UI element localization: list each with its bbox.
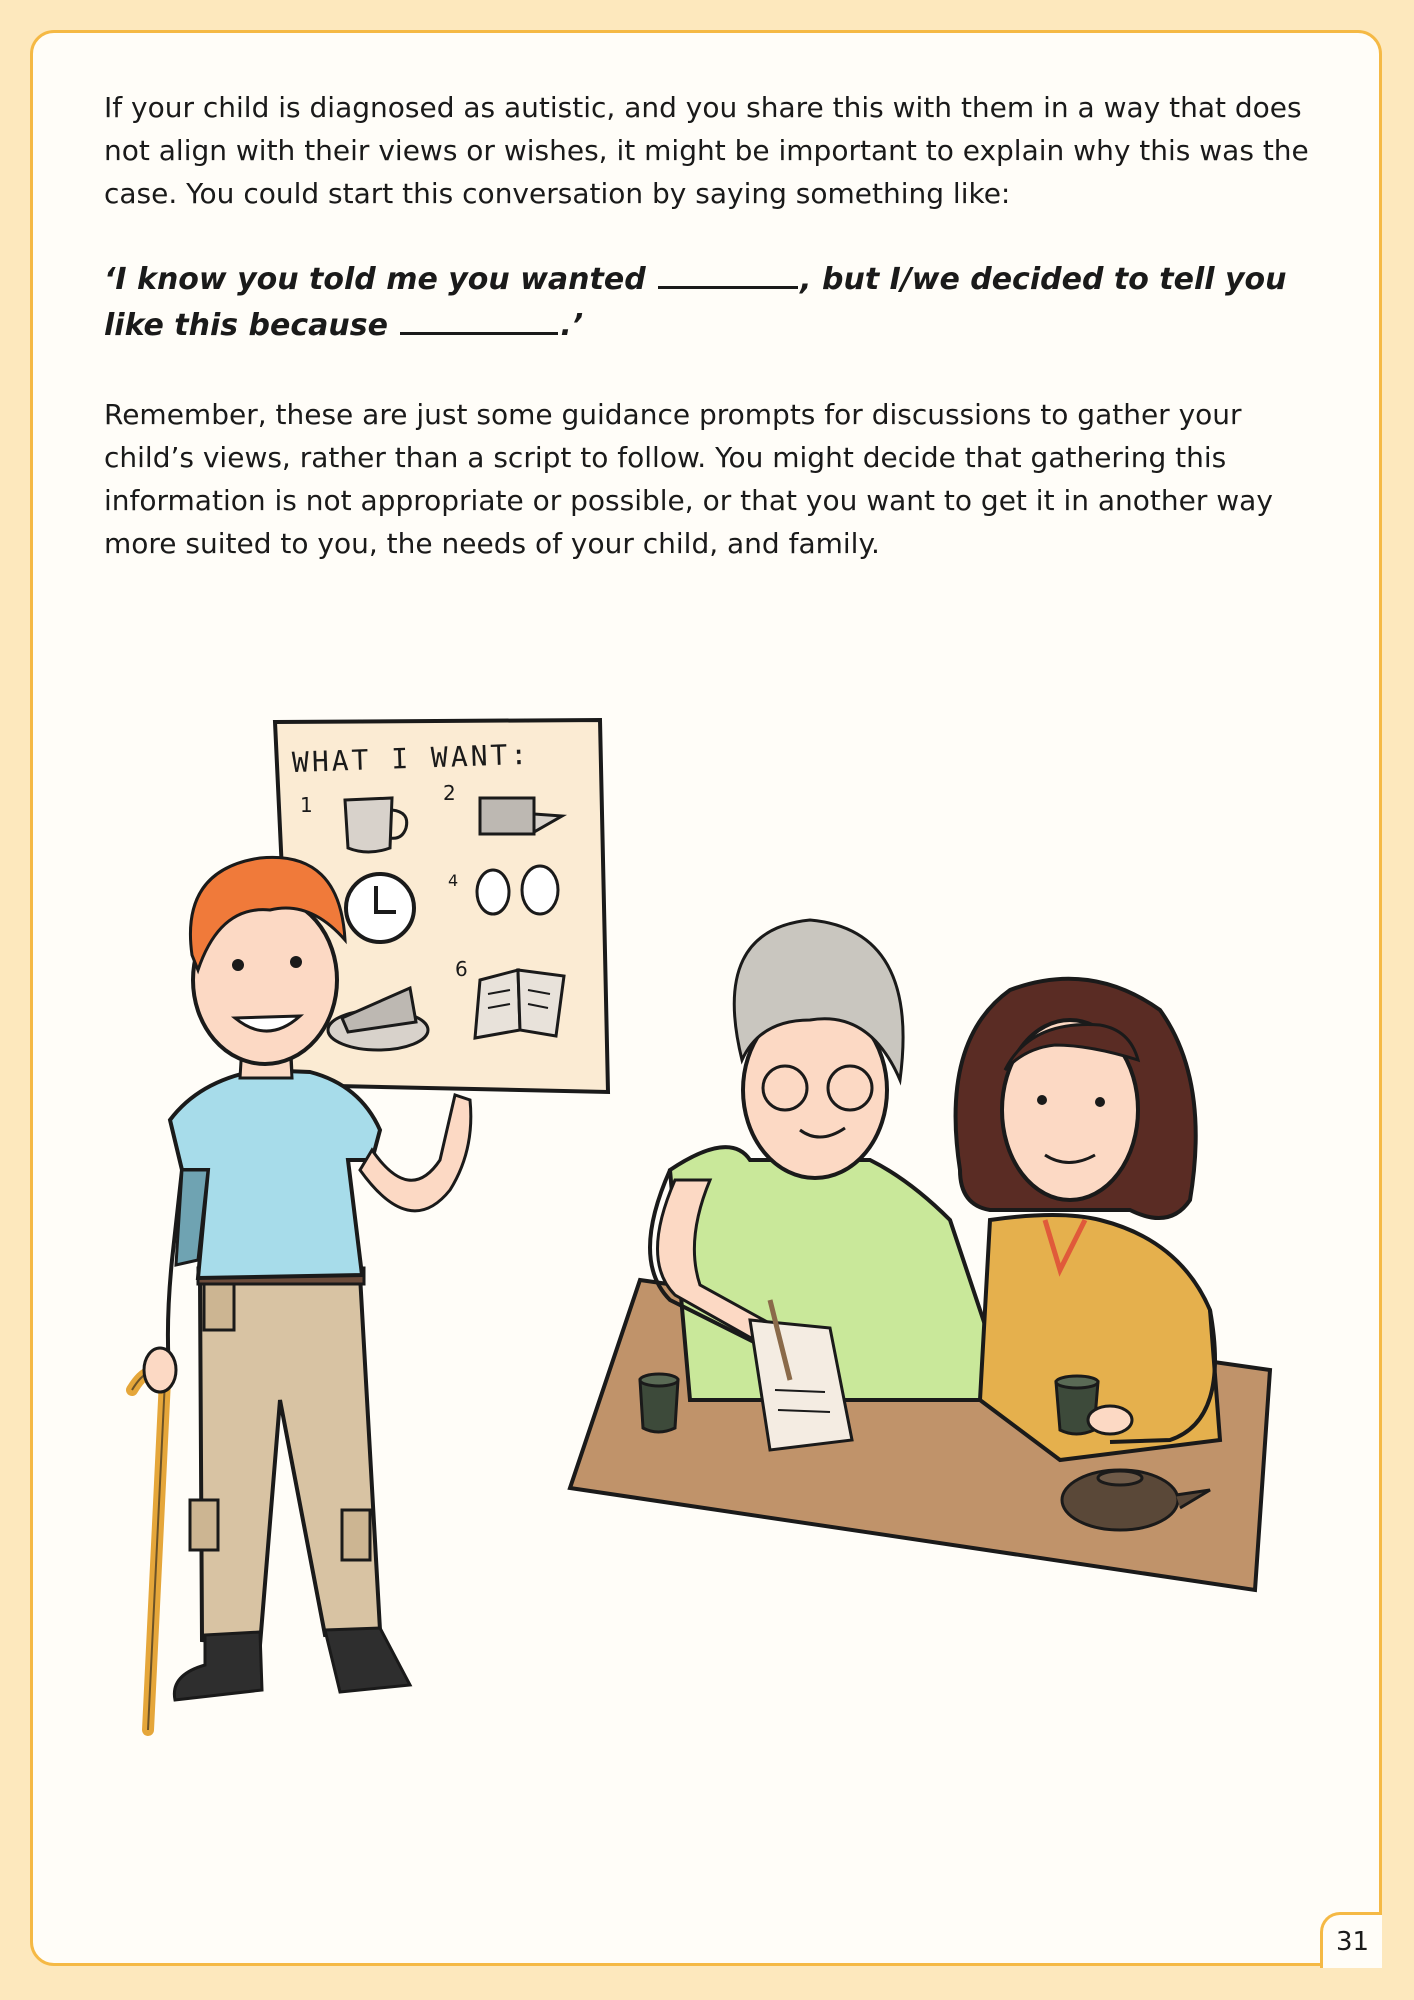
quote-part-3: .’ [560, 308, 584, 343]
poster-item-6-number: 6 [455, 957, 468, 981]
quote-part-2: , but I/we decided to tell you like this because [104, 262, 1287, 343]
page-number: 31 [1320, 1912, 1382, 1968]
poster-item-2-number: 2 [443, 781, 456, 805]
quote-blank-1 [658, 278, 798, 289]
quote-part-1: ‘I know you told me you wanted [104, 262, 646, 297]
older-woman-figure [650, 920, 1010, 1450]
poster-heading: WHAT I WANT: [291, 737, 531, 780]
clock-icon [346, 874, 414, 942]
poster-item-4-number: 4 [448, 871, 459, 890]
reminder-paragraph: Remember, these are just some guidance prompts for discussions to gather your child’s views, rather than a script to follow. You might decide that gathering this information is not appropriate or possible, or that you want to get it in another way more suited to you, the needs of your child, and family. [104, 398, 1273, 560]
quote-blank-2 [400, 324, 558, 335]
open-book-icon [475, 970, 564, 1038]
example-quote [104, 257, 1324, 349]
intro-paragraph: If your child is diagnosed as autistic, and you share this with them in a way that does not align with their views or wishes, it might be important to explain why this was the case. You could start this conversation by saying something like: [104, 91, 1309, 210]
illustration [110, 700, 1310, 1760]
cup-left [640, 1374, 678, 1432]
text-block [104, 86, 1324, 565]
poster-item-1-number: 1 [300, 793, 313, 817]
